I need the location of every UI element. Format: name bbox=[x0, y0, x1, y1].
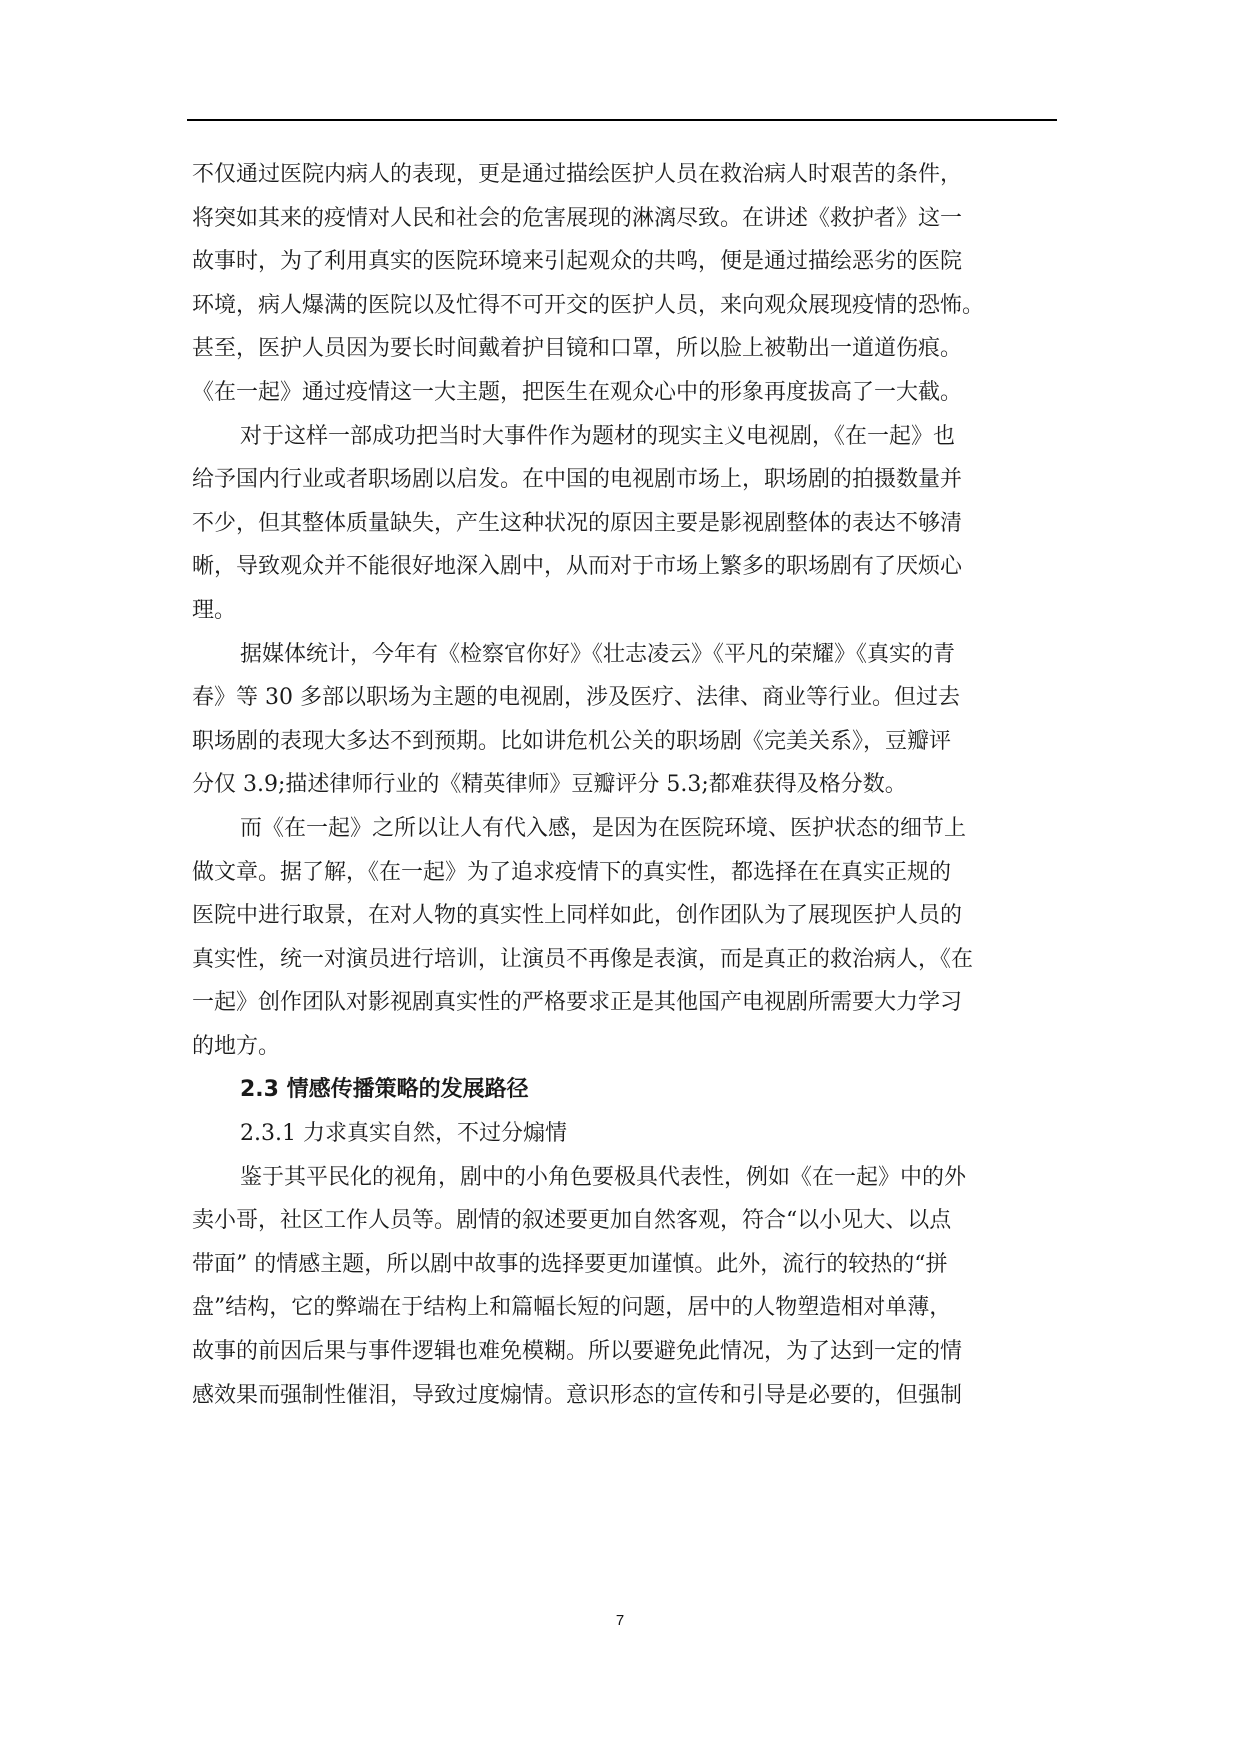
body-line: 故事的前因后果与事件逻辑也难免模糊。所以要避免此情况，为了达到一定的情 bbox=[192, 1339, 963, 1365]
header-rule bbox=[187, 119, 1057, 121]
page-number: 7 bbox=[615, 1612, 625, 1629]
document-body bbox=[192, 153, 1060, 1417]
body-line: 晰，导致观众并不能很好地深入剧中，从而对于市场上繁多的职场剧有了厌烦心 bbox=[192, 554, 963, 580]
body-line: 将突如其来的疫情对人民和社会的危害展现的淋漓尽致。在讲述《救护者》这一 bbox=[192, 205, 963, 231]
body-line: 不仅通过医院内病人的表现，更是通过描绘医护人员在救治病人时艰苦的条件， bbox=[192, 162, 963, 187]
body-line: 甚至，医护人员因为要长时间戴着护目镜和口罩，所以脸上被勒出一道道伤痕。 bbox=[192, 336, 963, 362]
body-line: 感效果而强制性催泪，导致过度煽情。意识形态的宣传和引导是必要的，但强制 bbox=[192, 1382, 963, 1408]
body-line: 盘”结构，它的弊端在于结构上和篇幅长短的问题，居中的人物塑造相对单薄， bbox=[192, 1295, 952, 1321]
body-line: 理。 bbox=[192, 597, 237, 623]
body-line: 一起》创作团队对影视剧真实性的严格要求正是其他国产电视剧所需要大力学习 bbox=[192, 990, 963, 1016]
body-line: 给予国内行业或者职场剧以启发。在中国的电视剧市场上，职场剧的拍摄数量并 bbox=[192, 467, 963, 493]
paragraph-first-line: 据媒体统计，今年有《检察官你好》《壮志凌云》《平凡的荣耀》《真实的青 bbox=[240, 641, 956, 667]
body-line: 不少，但其整体质量缺失，产生这种状况的原因主要是影视剧整体的表达不够清 bbox=[192, 510, 963, 536]
body-line: 的地方。 bbox=[192, 1033, 281, 1059]
section-heading: 2.3 情感传播策略的发展路径 bbox=[240, 1077, 529, 1103]
paragraph-first-line: 对于这样一部成功把当时大事件作为题材的现实主义电视剧，《在一起》也 bbox=[240, 423, 956, 449]
paragraph-first-line: 而《在一起》之所以让人有代入感，是因为在医院环境、医护状态的细节上 bbox=[240, 815, 967, 841]
body-line: 春》等 30 多部以职场为主题的电视剧，涉及医疗、法律、商业等行业。但过去 bbox=[192, 685, 960, 711]
body-line: 职场剧的表现大多达不到预期。比如讲危机公关的职场剧《完美关系》，豆瓣评 bbox=[192, 728, 952, 754]
body-line: 故事时，为了利用真实的医院环境来引起观众的共鸣，便是通过描绘恶劣的医院 bbox=[192, 249, 963, 275]
body-line: 真实性，统一对演员进行培训，让演员不再像是表演，而是真正的救治病人，《在 bbox=[192, 946, 974, 972]
body-line: 分仅 3.9;描述律师行业的《精英律师》豆瓣评分 5.3;都难获得及格分数。 bbox=[192, 772, 907, 798]
body-line: 《在一起》通过疫情这一大主题，把医生在观众心中的形象再度拔高了一大截。 bbox=[192, 379, 963, 405]
body-line: 医院中进行取景，在对人物的真实性上同样如此，创作团队为了展现医护人员的 bbox=[192, 903, 963, 929]
body-line: 做文章。据了解，《在一起》为了追求疫情下的真实性，都选择在在真实正规的 bbox=[192, 859, 952, 885]
paragraph-first-line: 鉴于其平民化的视角，剧中的小角色要极具代表性，例如《在一起》中的外 bbox=[240, 1164, 967, 1190]
subsection-heading: 2.3.1 力求真实自然，不过分煽情 bbox=[240, 1121, 567, 1147]
body-line: 带面” 的情感主题，所以剧中故事的选择要更加谨慎。此外，流行的较热的“拼 bbox=[192, 1251, 948, 1277]
body-line: 环境，病人爆满的医院以及忙得不可开交的医护人员，来向观众展现疫情的恐怖。 bbox=[192, 292, 985, 318]
body-line: 卖小哥，社区工作人员等。剧情的叙述要更加自然客观，符合“以小见大、以点 bbox=[192, 1208, 952, 1234]
